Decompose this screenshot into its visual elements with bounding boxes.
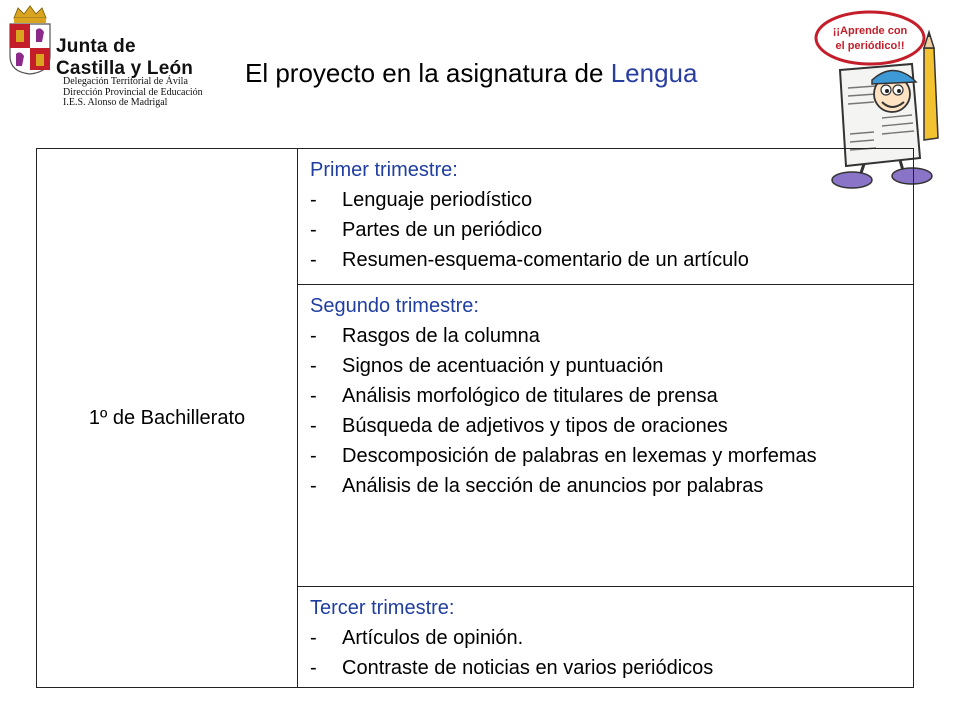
- list-item-text: Análisis de la sección de anuncios por palabras: [342, 475, 764, 497]
- list-item: [310, 623, 905, 653]
- list-item-text: Análisis morfológico de titulares de prensa: [342, 385, 718, 407]
- bullet: -: [310, 249, 317, 271]
- list-item: [310, 653, 905, 683]
- bullet: -: [310, 325, 317, 347]
- bullet: -: [310, 219, 317, 241]
- logo-line-2: Castilla y León: [56, 58, 194, 79]
- crest-icon: [6, 4, 54, 76]
- term-list: [310, 321, 905, 501]
- junta-logo: [6, 4, 251, 120]
- term-cell: [298, 285, 914, 587]
- term-heading: Segundo trimestre:: [310, 295, 479, 317]
- bullet: -: [310, 189, 317, 211]
- list-item: [310, 381, 905, 411]
- institution-block: [63, 77, 203, 109]
- list-item: [310, 321, 905, 351]
- term-heading: Primer trimestre:: [310, 159, 458, 181]
- logo-line-1: Junta de: [56, 36, 136, 57]
- list-item-text: Descomposición de palabras en lexemas y morfemas: [342, 445, 817, 467]
- list-item: [310, 185, 905, 215]
- curriculum-table: [36, 148, 914, 688]
- title-highlight: Lengua: [610, 58, 698, 88]
- list-item: [310, 441, 905, 471]
- bubble-line-1: ¡¡Aprende con: [832, 25, 908, 37]
- term-cell: [298, 587, 914, 688]
- term-list: [310, 623, 905, 683]
- list-item: [310, 411, 905, 441]
- table-row: [37, 149, 914, 285]
- title-prefix: El proyecto en la asignatura de: [245, 58, 611, 88]
- course-cell: 1º de Bachillerato: [37, 149, 298, 688]
- list-item-text: Artículos de opinión.: [342, 627, 524, 649]
- list-item: [310, 351, 905, 381]
- list-item: [310, 245, 905, 275]
- bullet: -: [310, 445, 317, 467]
- list-item-text: Lenguaje periodístico: [342, 189, 533, 211]
- list-item-text: Contraste de noticias en varios periódicos: [342, 657, 714, 679]
- list-item: [310, 471, 905, 501]
- bullet: -: [310, 475, 317, 497]
- bullet: -: [310, 385, 317, 407]
- page-title: [245, 58, 697, 89]
- list-item-text: Rasgos de la columna: [342, 325, 540, 347]
- bullet: -: [310, 657, 317, 679]
- list-item-text: Partes de un periódico: [342, 219, 543, 241]
- term-list: [310, 185, 905, 275]
- list-item: [310, 215, 905, 245]
- institution-line: Dirección Provincial de Educación: [63, 86, 203, 98]
- list-item-text: Búsqueda de adjetivos y tipos de oraciones: [342, 415, 728, 437]
- bullet: -: [310, 355, 317, 377]
- institution-line: I.E.S. Alonso de Madrigal: [63, 97, 168, 108]
- bullet: -: [310, 415, 317, 437]
- term-cell: [298, 149, 914, 285]
- list-item-text: Resumen-esquema-comentario de un artículo: [342, 249, 749, 271]
- institution-line: Delegación Territorial de Ávila: [63, 76, 188, 87]
- list-item-text: Signos de acentuación y puntuación: [342, 355, 664, 377]
- bubble-line-2: el periódico!!: [835, 40, 905, 52]
- bullet: -: [310, 627, 317, 649]
- term-heading: Tercer trimestre:: [310, 597, 455, 619]
